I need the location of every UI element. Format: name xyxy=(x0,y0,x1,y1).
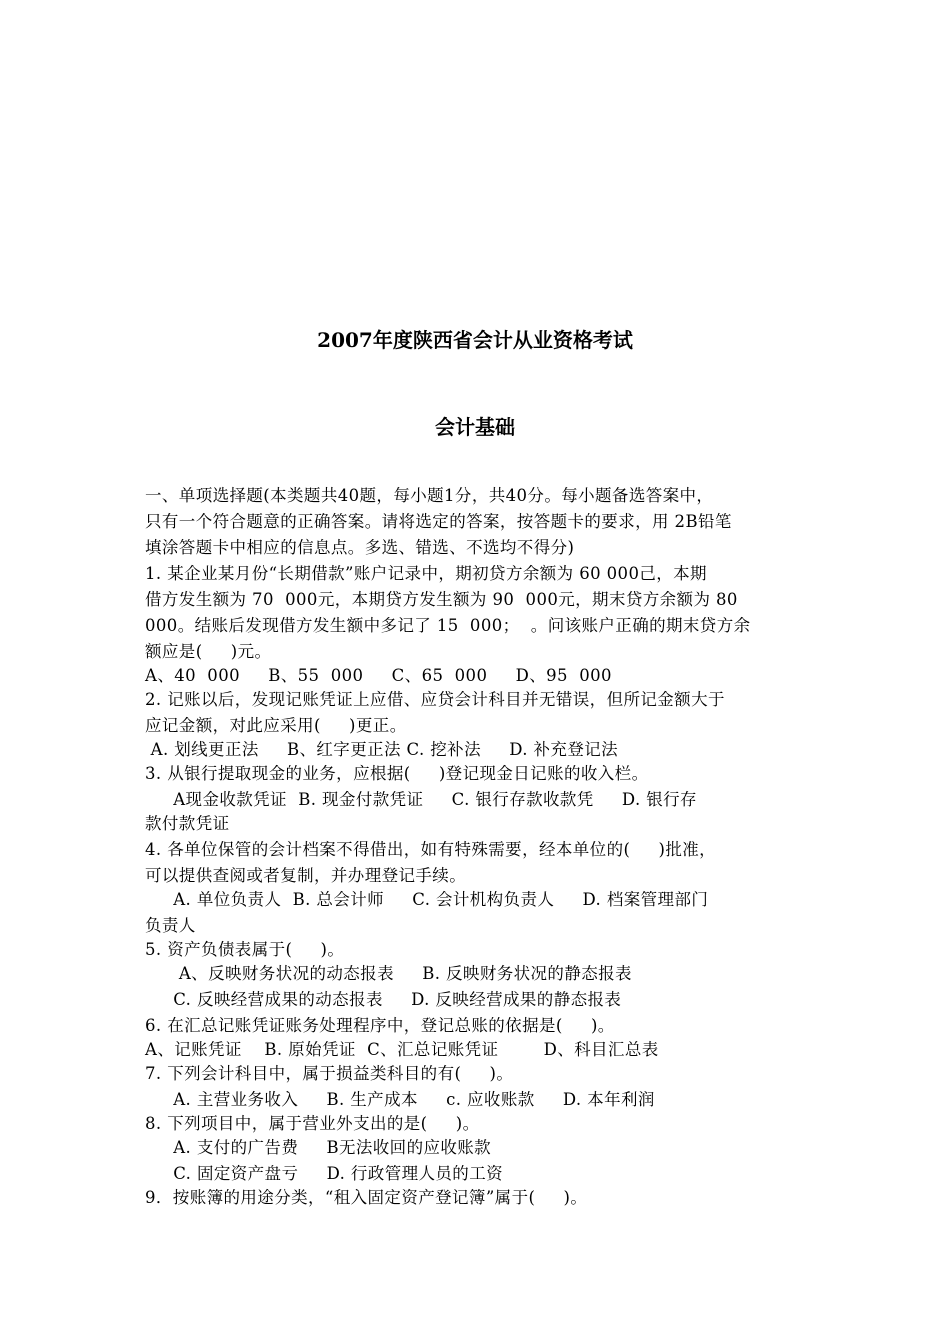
text-line: 可以提供查阅或者复制，并办理登记手续。 xyxy=(145,866,467,885)
text-line: 只有一个符合题意的正确答案。请将选定的答案，按答题卡的要求，用 2B铅笔 xyxy=(145,512,732,531)
text-line: 一、单项选择题(本类题共40题，每小题1分，共40分。每小题备选答案中， xyxy=(145,486,714,505)
document-subtitle: 会计基础 xyxy=(435,415,515,439)
text-line: 6. 在汇总记账凭证账务处理程序中，登记总账的依据是( )。 xyxy=(145,1016,615,1035)
text-line: 3. 从银行提取现金的业务，应根据( )登记现金日记账的收入栏。 xyxy=(145,764,649,783)
text-line: A现金收款凭证 B. 现金付款凭证 C. 银行存款收款凭 D. 银行存 xyxy=(145,790,697,809)
text-line: A. 单位负责人 B. 总会计师 C. 会计机构负责人 D. 档案管理部门 xyxy=(145,890,709,909)
text-line: 应记金额，对此应采用( )更正。 xyxy=(145,716,407,735)
text-line: 8. 下列项目中，属于营业外支出的是( )。 xyxy=(145,1114,480,1133)
text-line: 4. 各单位保管的会计档案不得借出，如有特殊需要，经本单位的( )批准， xyxy=(145,840,717,859)
text-line: 000。结账后发现借方发生额中多记了 15 000； 。问该账户正确的期末贷方余 xyxy=(145,616,751,635)
text-line: C. 反映经营成果的动态报表 D. 反映经营成果的静态报表 xyxy=(145,990,622,1009)
text-line: 9．按账簿的用途分类，“租入固定资产登记簿”属于( )。 xyxy=(145,1188,588,1207)
text-line: 填涂答题卡中相应的信息点。多选、错选、不选均不得分) xyxy=(145,538,575,557)
document-title: 2007年度陕西省会计从业资格考试 xyxy=(317,328,633,352)
text-line: A、记账凭证 B. 原始凭证 C、汇总记账凭证 D、科目汇总表 xyxy=(145,1040,659,1059)
text-line: 负责人 xyxy=(145,916,196,935)
text-line: A、反映财务状况的动态报表 B. 反映财务状况的静态报表 xyxy=(145,964,632,983)
text-line: A. 主营业务收入 B. 生产成本 c. 应收账款 D. 本年利润 xyxy=(145,1090,655,1109)
text-line: 额应是( )元。 xyxy=(145,642,272,661)
text-line: 1. 某企业某月份“长期借款”账户记录中，期初贷方余额为 60 000己，本期 xyxy=(145,564,707,583)
text-line: 款付款凭证 xyxy=(145,814,230,833)
text-line: A. 支付的广告费 B无法收回的应收账款 xyxy=(145,1138,492,1157)
text-line: 5. 资产负债表属于( )。 xyxy=(145,940,345,959)
text-line: A、40 000 B、55 000 C、65 000 D、95 000 xyxy=(145,666,612,685)
text-line: A. 划线更正法 B、红字更正法 C. 挖补法 D. 补充登记法 xyxy=(145,740,619,759)
text-line: 7. 下列会计科目中，属于损益类科目的有( )。 xyxy=(145,1064,514,1083)
text-line: 借方发生额为 70 000元，本期贷方发生额为 90 000元，期末贷方余额为 80 xyxy=(145,590,738,609)
text-line: C. 固定资产盘亏 D. 行政管理人员的工资 xyxy=(145,1164,504,1183)
text-line: 2. 记账以后，发现记账凭证上应借、应贷会计科目并无错误，但所记金额大于 xyxy=(145,690,725,709)
